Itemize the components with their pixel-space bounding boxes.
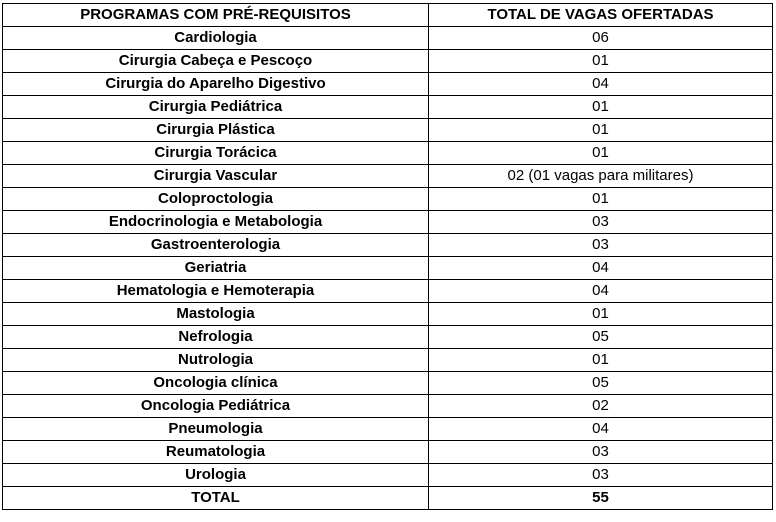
total-label: TOTAL: [3, 487, 429, 510]
table-row: [3, 349, 773, 372]
total-value: 55: [429, 487, 773, 510]
vagas-count: 01: [429, 50, 773, 73]
vagas-count: 01: [429, 188, 773, 211]
table-row: [3, 257, 773, 280]
program-name: Oncologia Pediátrica: [3, 395, 429, 418]
header-vagas: TOTAL DE VAGAS OFERTADAS: [429, 4, 773, 27]
vagas-count: 01: [429, 119, 773, 142]
table-row: [3, 96, 773, 119]
table-row: [3, 211, 773, 234]
vagas-count: 03: [429, 234, 773, 257]
program-name: Cirurgia Cabeça e Pescoço: [3, 50, 429, 73]
header-programs: PROGRAMAS COM PRÉ-REQUISITOS: [3, 4, 429, 27]
vagas-count: 02: [429, 395, 773, 418]
table-row: [3, 395, 773, 418]
program-name: Nutrologia: [3, 349, 429, 372]
vagas-count: 05: [429, 326, 773, 349]
vagas-count: 01: [429, 349, 773, 372]
table-header-row: [3, 4, 773, 27]
table-row: [3, 165, 773, 188]
program-name: Urologia: [3, 464, 429, 487]
table-row: [3, 188, 773, 211]
total-row: [3, 487, 773, 510]
table-row: [3, 142, 773, 165]
program-name: Cirurgia Torácica: [3, 142, 429, 165]
program-name: Geriatria: [3, 257, 429, 280]
vagas-count: 01: [429, 96, 773, 119]
table-row: [3, 441, 773, 464]
program-name: Endocrinologia e Metabologia: [3, 211, 429, 234]
table-row: [3, 73, 773, 96]
vagas-count: 02 (01 vagas para militares): [429, 165, 773, 188]
vagas-count: 01: [429, 303, 773, 326]
vagas-table: [2, 3, 773, 510]
table-row: [3, 326, 773, 349]
table-row: [3, 50, 773, 73]
program-name: Mastologia: [3, 303, 429, 326]
vagas-count: 04: [429, 257, 773, 280]
table-row: [3, 234, 773, 257]
vagas-count: 05: [429, 372, 773, 395]
vagas-count: 04: [429, 73, 773, 96]
program-name: Oncologia clínica: [3, 372, 429, 395]
table-row: [3, 280, 773, 303]
program-name: Cardiologia: [3, 27, 429, 50]
table-row: [3, 464, 773, 487]
vagas-count: 04: [429, 280, 773, 303]
vagas-count: 03: [429, 211, 773, 234]
vagas-count: 03: [429, 464, 773, 487]
program-name: Cirurgia Vascular: [3, 165, 429, 188]
table-row: [3, 372, 773, 395]
program-name: Cirurgia do Aparelho Digestivo: [3, 73, 429, 96]
program-name: Cirurgia Plástica: [3, 119, 429, 142]
table-row: [3, 303, 773, 326]
program-name: Coloproctologia: [3, 188, 429, 211]
vagas-count: 04: [429, 418, 773, 441]
program-name: Nefrologia: [3, 326, 429, 349]
table-row: [3, 119, 773, 142]
vagas-count: 06: [429, 27, 773, 50]
program-name: Cirurgia Pediátrica: [3, 96, 429, 119]
program-name: Reumatologia: [3, 441, 429, 464]
vagas-count: 03: [429, 441, 773, 464]
program-name: Pneumologia: [3, 418, 429, 441]
vagas-count: 01: [429, 142, 773, 165]
program-name: Hematologia e Hemoterapia: [3, 280, 429, 303]
table-row: [3, 27, 773, 50]
table-row: [3, 418, 773, 441]
table-body: [3, 27, 773, 510]
program-name: Gastroenterologia: [3, 234, 429, 257]
